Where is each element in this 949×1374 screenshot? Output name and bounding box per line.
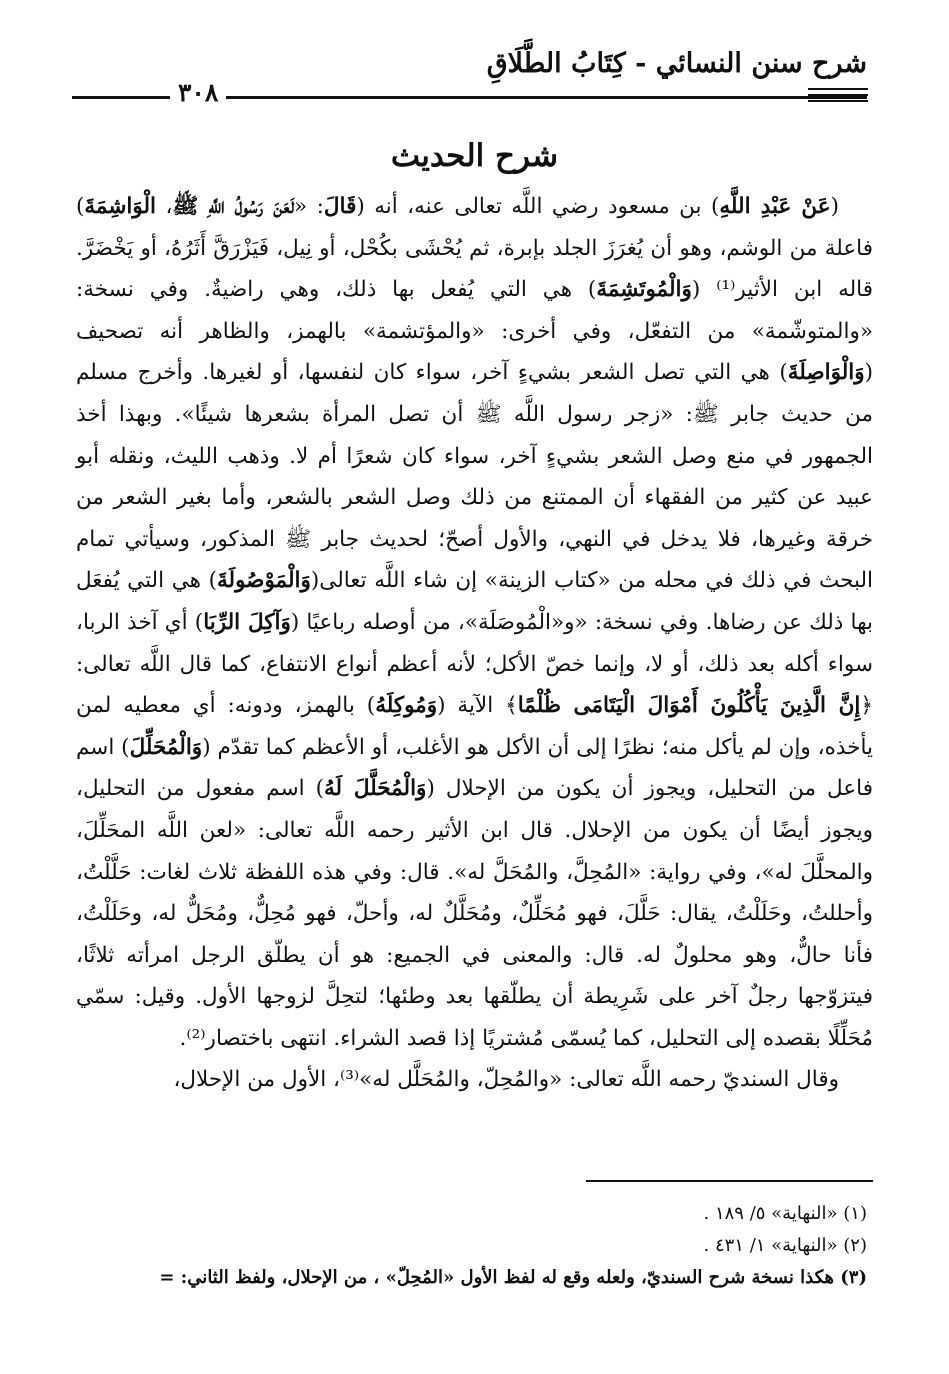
page-number: ٣٠٨ <box>170 78 226 107</box>
commentary-text: ) هي التي يُفعل بها ذلك، وهي راضيةٌ. وفي نسخة: «والمتوشّمة» من التفعّل، وفي أخرى: «والمؤتشمة» بالهمز، والظاهر أنه تصحيف ( <box>76 277 873 386</box>
quoted-hadith-text: وَالْمُحَلَّلَ لَهُ <box>324 776 427 802</box>
commentary-text: : « <box>294 194 324 219</box>
quoted-hadith-text: وَالْمَوْصُولَةَ <box>217 568 311 594</box>
quoted-hadith-text: وَالْمُوتَشِمَةَ <box>596 277 692 303</box>
quoted-hadith-text: وَآكِلَ الرِّبَا <box>203 609 291 635</box>
quoted-hadith-text: إِنَّ الَّذِينَ يَأْكُلُونَ أَمْوَالَ الْيَتَامَى ظُلْمًا <box>517 693 861 719</box>
quoted-hadith-text: وَمُوكِلَهُ <box>375 693 438 719</box>
footnote-3: (٣) هكذا نسخة شرح السنديّ، ولعله وقع له لفظ الأول «المُحِلّ» ، من الإحلال، ولفظ الثاني: = <box>159 1267 867 1288</box>
sindi-paragraph: وقال السنديّ رحمه اللَّه تعالى: «والمُحِلّ، والمُحَلَّل له»⁽³⁾، الأول من الإحلال، <box>173 1067 839 1093</box>
quoted-hadith-text: الْوَاشِمَةَ <box>84 194 156 219</box>
quoted-hadith-text: عَنْ عَبْدِ اللَّهِ <box>719 194 831 219</box>
quoted-hadith-text: وَالْوَاصِلَةَ <box>787 360 865 386</box>
quoted-hadith-text: قَالَ <box>323 194 357 219</box>
page-number-ornament <box>808 88 868 106</box>
commentary-text: ) اسم فاعل من التحليل، ويجوز أن يكون من الإحلال ( <box>76 734 873 802</box>
footnote-separator <box>586 1180 873 1182</box>
quoted-hadith-text: وَالْمُحَلِّلَ <box>129 734 203 760</box>
commentary-text: ) هي التي يُفعَل بها ذلك عن رضاها. وفي نسخة: «و«الْمُوصَلَة»، من أوصله رباعيًا ( <box>76 568 873 635</box>
commentary-text: ) اسم مفعول من التحليل، ويجوز أيضًا أن يكون من الإحلال. قال ابن الأثير رحمه اللَّه تعالى: «لعن اللَّه المحَلِّلَ، والمحلَّلَ له»، وفي رواية: «المُحِلَّ، والمُحَلَّ له». قال: وفي هذه اللفظة ثلاث لغات: حَلَّلْتُ، وأحللتُ، وحَلَلْتُ، يقال: حَلَّلَ، فهو مُحَلِّلٌ، ومُحَلَّلٌ له، وأحلّ، فهو مُحِلٌّ، ومُحَلٌّ له، وحَلَلْتُ، فأنا حالٌّ، وهو محلولٌ له. قال: والمعنى في الجميع: هو أن يطلّق الرجل امرأته ثلاثًا، فيتزوّجها رجلٌ آخر على شَرِيطة أن يطلّقها بعد وطئها؛ لتحِلَّ لزوجها الأول. وقيل: سمّي مُحَلِّلًا بقصده إلى التحليل، كما يُسمّى مُشتريًا إذا قصد الشراء. انتهى باختصار⁽²⁾. <box>76 776 873 1051</box>
commentary-text: ﴾ الآية ( <box>437 693 518 719</box>
footnote-1: (١) «النهاية» ٥/ ١٨٩ . <box>703 1203 867 1224</box>
footnote-2: (٢) «النهاية» ١/ ٤٣١ . <box>703 1235 867 1256</box>
running-header-title: شرح سنن النسائي - كِتَابُ الطَّلَاقِ <box>486 48 867 79</box>
commentary-text: ، <box>155 194 173 219</box>
quoted-hadith-text: لَعَنَ رَسُولُ اللَّهِ ﷺ <box>172 194 295 219</box>
commentary-text: ) أي آخذ الربا، سواء أكله بعد ذلك، أو لا، وإنما خصّ الأكل؛ لأنه أعظم أنواع الانتفاع، كما قال اللَّه تعالى: ﴿ <box>76 609 873 719</box>
commentary-text: ) هي التي تصل الشعر بشيءٍ آخر، سواء كان لنفسها، أو لغيرها. وأخرج مسلم من حديث جابر ﷺ: «زجر رسول اللَّه ﷺ أن تصل المرأة بشعرها شيئًا». وبهذا أخذ الجمهور في منع وصل الشعر بشيءٍ آخر، سواء كان شعرًا أم لا. وذهب الليث، ونقله أبو عبيد عن كثير من الفقهاء أن الممتنع من ذلك وصل الشعر بالشعر، وأما بغير الشعر من خرقة وغيرها، فلا يدخل في النهي، والأول أصحّ؛ لحديث جابر ﷺ المذكور، وسيأتي تمام البحث في ذلك في محله من «كتاب الزينة» إن شاء اللَّه تعالى( <box>76 360 873 594</box>
commentary-text: ) بن مسعود رضي اللَّه تعالى عنه، أنه ( <box>356 194 720 219</box>
commentary-text: ( <box>830 194 840 219</box>
commentary-paragraph <box>76 186 873 1059</box>
body-text <box>76 186 873 1101</box>
commentary-text: ) فاعلة من الوشم، وهو أن يُغرَزَ الجلد بإبرة، ثم يُحْشَى بكُحْل، أو نِيل، فَيَزْرَقَّ أَثَرُهُ، أو يَخْضَرَّ. قاله ابن الأثير⁽¹⁾ ( <box>76 194 873 303</box>
section-heading: شرح الحديث <box>390 138 559 174</box>
footnotes <box>72 1198 867 1294</box>
commentary-text: ) بالهمز، ودونه: أي معطيه لمن يأخذه، وإن لم يأكل منه؛ نظرًا إلى أن الأكل هو الأغلب، أو الأعظم كما تقدّم ( <box>76 693 873 760</box>
